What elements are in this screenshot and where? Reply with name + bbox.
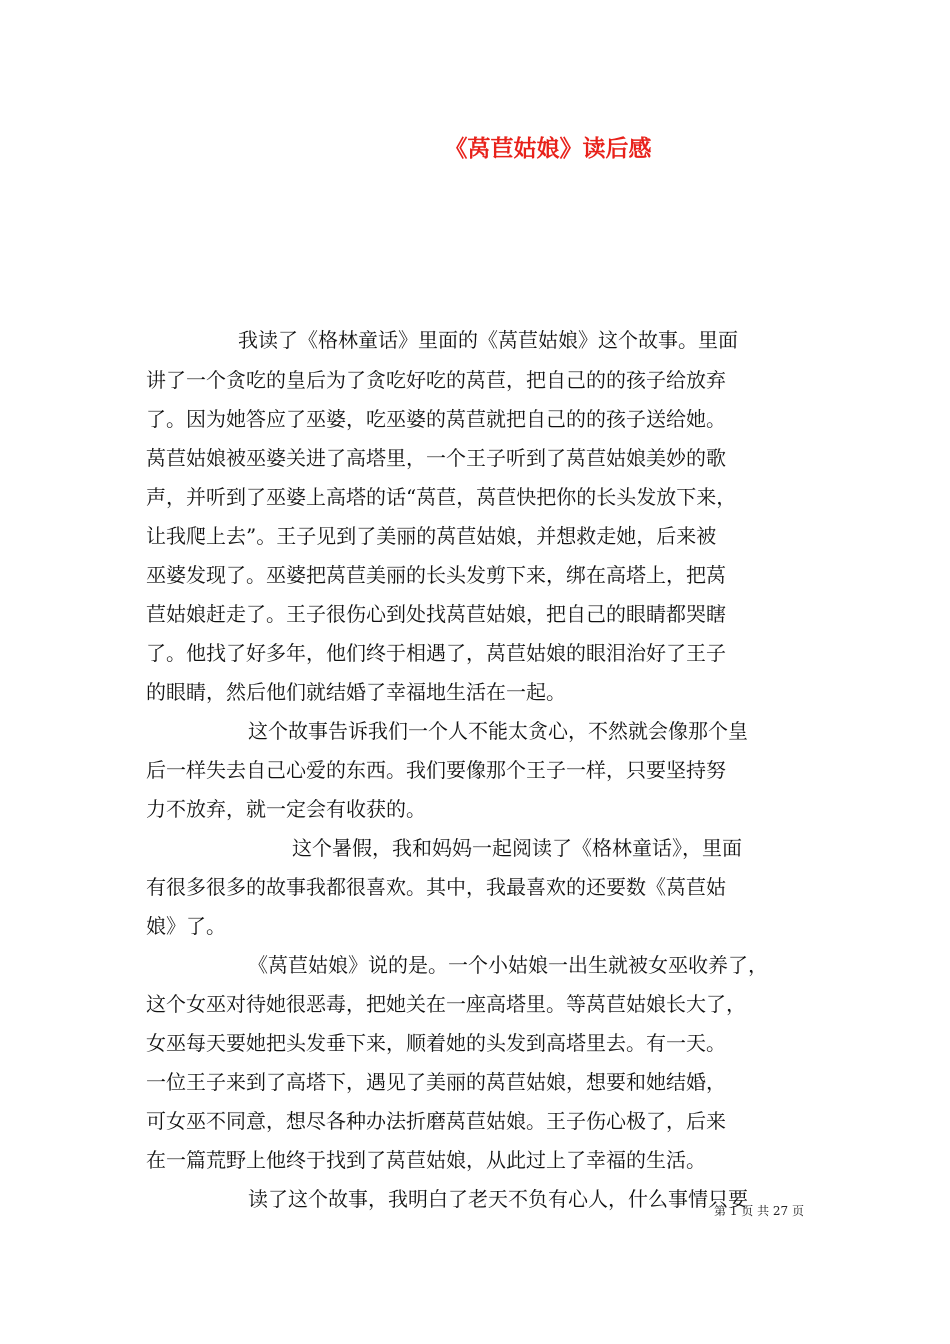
text-line: 苣姑娘赶走了。王子很伤心到处找莴苣姑娘，把自己的眼睛都哭瞎 xyxy=(146,602,726,626)
text-line: 了。因为她答应了巫婆，吃巫婆的莴苣就把自己的的孩子送给她。 xyxy=(146,407,726,431)
text-line: 讲了一个贪吃的皇后为了贪吃好吃的莴苣，把自己的的孩子给放弃 xyxy=(146,368,726,392)
text-line: 可女巫不同意，想尽各种办法折磨莴苣姑娘。王子伤心极了，后来 xyxy=(146,1109,726,1133)
text-line: 读了这个故事，我明白了老天不负有心人，什么事情只要 xyxy=(248,1187,748,1211)
text-line: 了。他找了好多年，他们终于相遇了，莴苣姑娘的眼泪治好了王子 xyxy=(146,641,726,665)
text-line: 让我爬上去”。王子见到了美丽的莴苣姑娘，并想救走她，后来被 xyxy=(146,524,717,548)
page-title: 《莴苣姑娘》读后感 xyxy=(444,135,652,162)
text-line: 有很多很多的故事我都很喜欢。其中，我最喜欢的还要数《莴苣姑 xyxy=(146,875,726,899)
text-line: 这个暑假，我和妈妈一起阅读了《格林童话》，里面 xyxy=(292,836,742,860)
text-line: 力不放弃，就一定会有收获的。 xyxy=(146,797,426,821)
text-line: 一位王子来到了高塔下，遇见了美丽的莴苣姑娘，想要和她结婚， xyxy=(146,1070,726,1094)
text-line: 后一样失去自己心爱的东西。我们要像那个王子一样，只要坚持努 xyxy=(146,758,726,782)
text-line: 声，并听到了巫婆上高塔的话“莴苣，莴苣快把你的长头发放下来， xyxy=(146,485,737,509)
text-line: 莴苣姑娘被巫婆关进了高塔里，一个王子听到了莴苣姑娘美妙的歌 xyxy=(146,446,726,470)
text-line: 巫婆发现了。巫婆把莴苣美丽的长头发剪下来，绑在高塔上，把莴 xyxy=(146,563,726,587)
page-footer: 第 1 页 共 27 页 xyxy=(714,1204,804,1218)
text-line: 这个女巫对待她很恶毒，把她关在一座高塔里。等莴苣姑娘长大了， xyxy=(146,992,746,1016)
text-line: 在一篇荒野上他终于找到了莴苣姑娘，从此过上了幸福的生活。 xyxy=(146,1148,706,1172)
text-line: 女巫每天要她把头发垂下来，顺着她的头发到高塔里去。有一天。 xyxy=(146,1031,726,1055)
text-line: 这个故事告诉我们一个人不能太贪心，不然就会像那个皇 xyxy=(248,719,748,743)
text-line: 的眼睛，然后他们就结婚了幸福地生活在一起。 xyxy=(146,680,566,704)
text-line: 《莴苣姑娘》说的是。一个小姑娘一出生就被女巫收养了， xyxy=(248,953,768,977)
text-line: 娘》了。 xyxy=(146,914,226,938)
text-line: 我读了《格林童话》里面的《莴苣姑娘》这个故事。里面 xyxy=(238,328,738,352)
